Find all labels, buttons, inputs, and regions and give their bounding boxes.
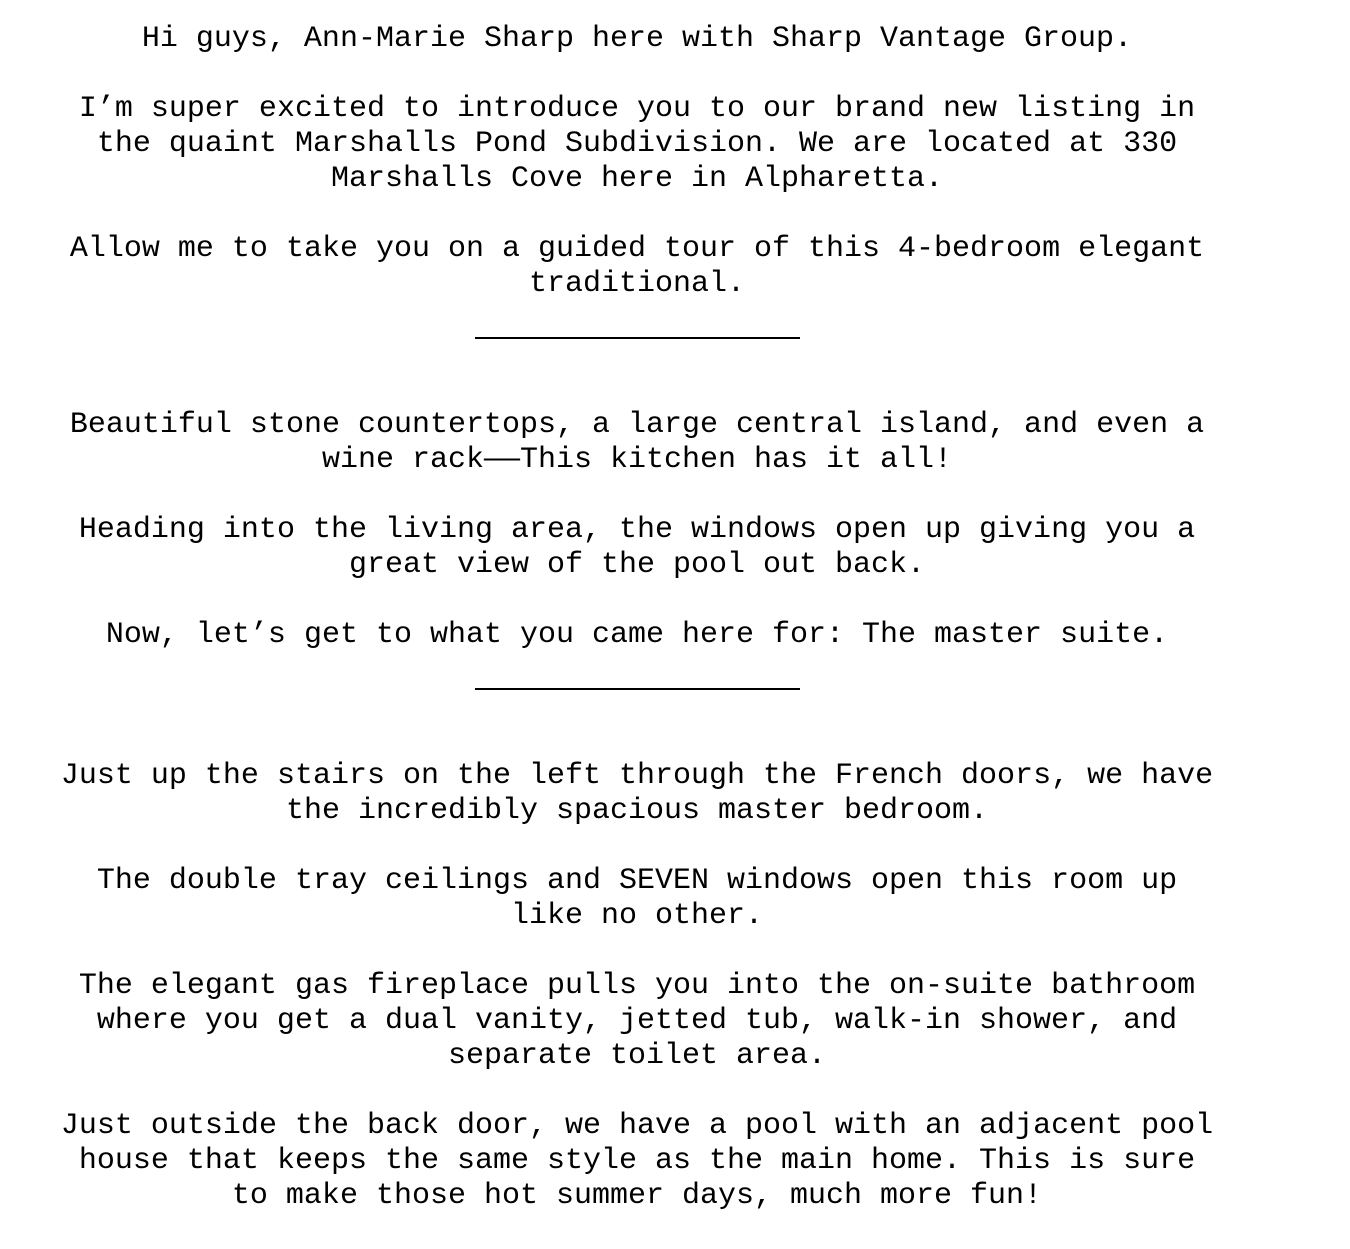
- kitchen-description: Beautiful stone countertops, a large central island, and even a wine rack——This kitchen has it all!: [69, 408, 1205, 477]
- script-document: [55, 22, 1219, 1249]
- bathroom-description: The elegant gas fireplace pulls you into the on-suite bathroom where you get a dual vanity, jetted tub, walk-in shower, and separate toilet area.: [78, 969, 1196, 1073]
- pool-description: Just outside the back door, we have a pool with an adjacent pool house that keeps the same style as the main home. This is sure to make those hot summer days, much more fun!: [60, 1109, 1214, 1213]
- ceiling-windows-description: The double tray ceilings and SEVEN windows open this room up like no other.: [96, 864, 1178, 933]
- living-area-description: Heading into the living area, the windows open up giving you a great view of the pool out back.: [78, 513, 1196, 582]
- section-divider: [475, 688, 800, 690]
- listing-introduction: I’m super excited to introduce you to our brand new listing in the quaint Marshalls Pond Subdivision. We are located at 330 Marshalls Cove here in Alpharetta.: [78, 92, 1196, 196]
- master-suite-lead-in: Now, let’s get to what you came here for: The master suite.: [105, 618, 1169, 652]
- master-bedroom-description: Just up the stairs on the left through the French doors, we have the incredibly spacious master bedroom.: [60, 759, 1214, 828]
- section-divider: [475, 337, 800, 339]
- intro-greeting: Hi guys, Ann-Marie Sharp here with Sharp Vantage Group.: [141, 22, 1133, 56]
- tour-invitation: Allow me to take you on a guided tour of this 4-bedroom elegant traditional.: [69, 232, 1205, 301]
